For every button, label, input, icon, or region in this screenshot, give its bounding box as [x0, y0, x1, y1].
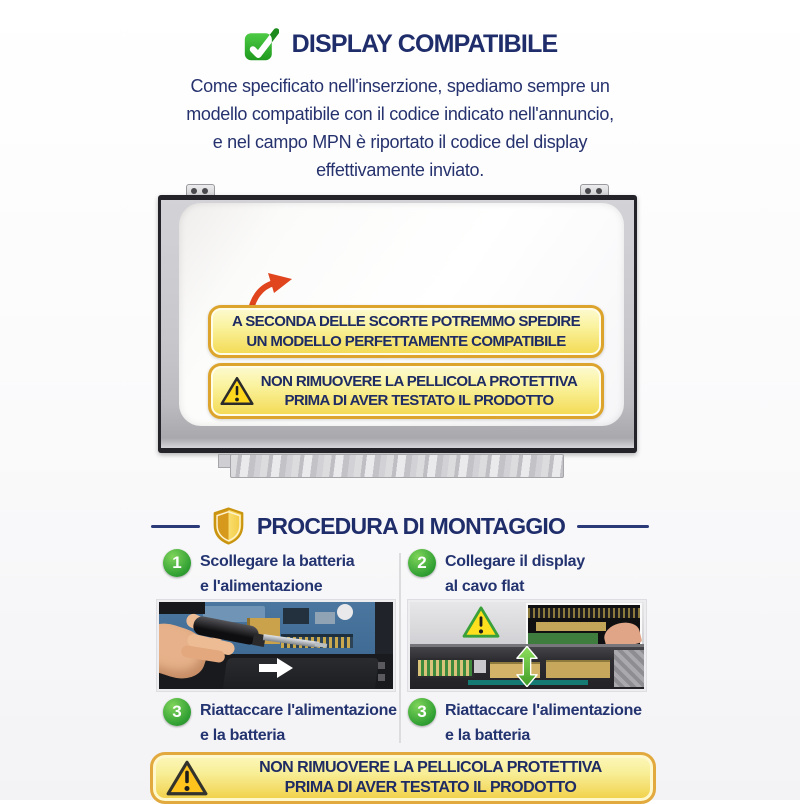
sticker-line: A SECONDA DELLE SCORTE POTREMMO SPEDIRE — [231, 313, 581, 330]
white-right-arrow-icon — [259, 658, 293, 678]
sticker-warning — [208, 363, 604, 419]
step-number-badge: 3 — [408, 698, 436, 726]
intro-line: e nel campo MPN è riportato il codice del display — [212, 132, 588, 152]
divider-line — [577, 525, 649, 528]
sticker-compatibility — [208, 305, 604, 358]
sticker-line: PRIMA DI AVER TESTATO IL PRODOTTO — [284, 392, 554, 409]
procedure-title: PROCEDURA DI MONTAGGIO — [256, 512, 566, 539]
intro-line: modello compatibile con il codice indicato nell'annuncio, — [186, 104, 614, 124]
intro-line: effettivamente inviato. — [316, 160, 484, 180]
step-2 — [408, 549, 585, 599]
step-line: Riattaccare l'alimentazione — [200, 702, 397, 719]
step-line: e l'alimentazione — [200, 578, 323, 595]
sticker-line: NON RIMUOVERE LA PELLICOLA PROTETTIVA — [260, 372, 578, 390]
warning-banner-text — [208, 758, 653, 798]
photo-disconnect-battery — [157, 600, 395, 691]
shield-icon — [212, 506, 245, 546]
step-number-badge: 2 — [408, 549, 436, 577]
sticker-line: UN MODELLO PERFETTAMENTE COMPATIBILE — [246, 332, 566, 350]
intro-line: Come specificato nell'inserzione, spediamo sempre un — [190, 76, 610, 96]
header — [0, 26, 800, 62]
divider-line — [151, 525, 200, 528]
step-line: al cavo flat — [445, 578, 525, 595]
step-line: Scollegare la batteria — [200, 553, 355, 570]
page-title: DISPLAY COMPATIBILE — [291, 29, 558, 58]
step-line: e la batteria — [445, 727, 531, 744]
column-divider — [399, 553, 401, 743]
step-number-badge: 1 — [163, 549, 191, 577]
step-number-badge: 3 — [163, 698, 191, 726]
warning-triangle-icon — [462, 605, 500, 639]
step-3-left — [163, 698, 397, 748]
photo-connect-display — [408, 600, 646, 691]
foil-strip — [230, 454, 564, 478]
connector-closeup-inset — [526, 603, 642, 647]
warning-triangle-icon — [220, 376, 254, 407]
procedure-header — [0, 506, 800, 546]
step-1 — [163, 549, 354, 599]
green-double-arrow-icon — [516, 646, 538, 687]
step-line: Collegare il display — [445, 553, 585, 570]
banner-line: PRIMA DI AVER TESTATO IL PRODOTTO — [284, 779, 577, 796]
banner-line: NON RIMUOVERE LA PELLICOLA PROTETTIVA — [259, 759, 602, 776]
step-line: e la batteria — [200, 727, 286, 744]
warning-triangle-icon — [166, 759, 208, 797]
flat-cable-connector — [416, 658, 474, 678]
intro-paragraph — [0, 72, 800, 184]
warning-banner — [150, 752, 656, 804]
step-3-right — [408, 698, 642, 748]
check-badge-icon — [243, 26, 279, 62]
step-line: Riattaccare l'alimentazione — [445, 702, 642, 719]
lcd-panel-image — [158, 181, 637, 481]
